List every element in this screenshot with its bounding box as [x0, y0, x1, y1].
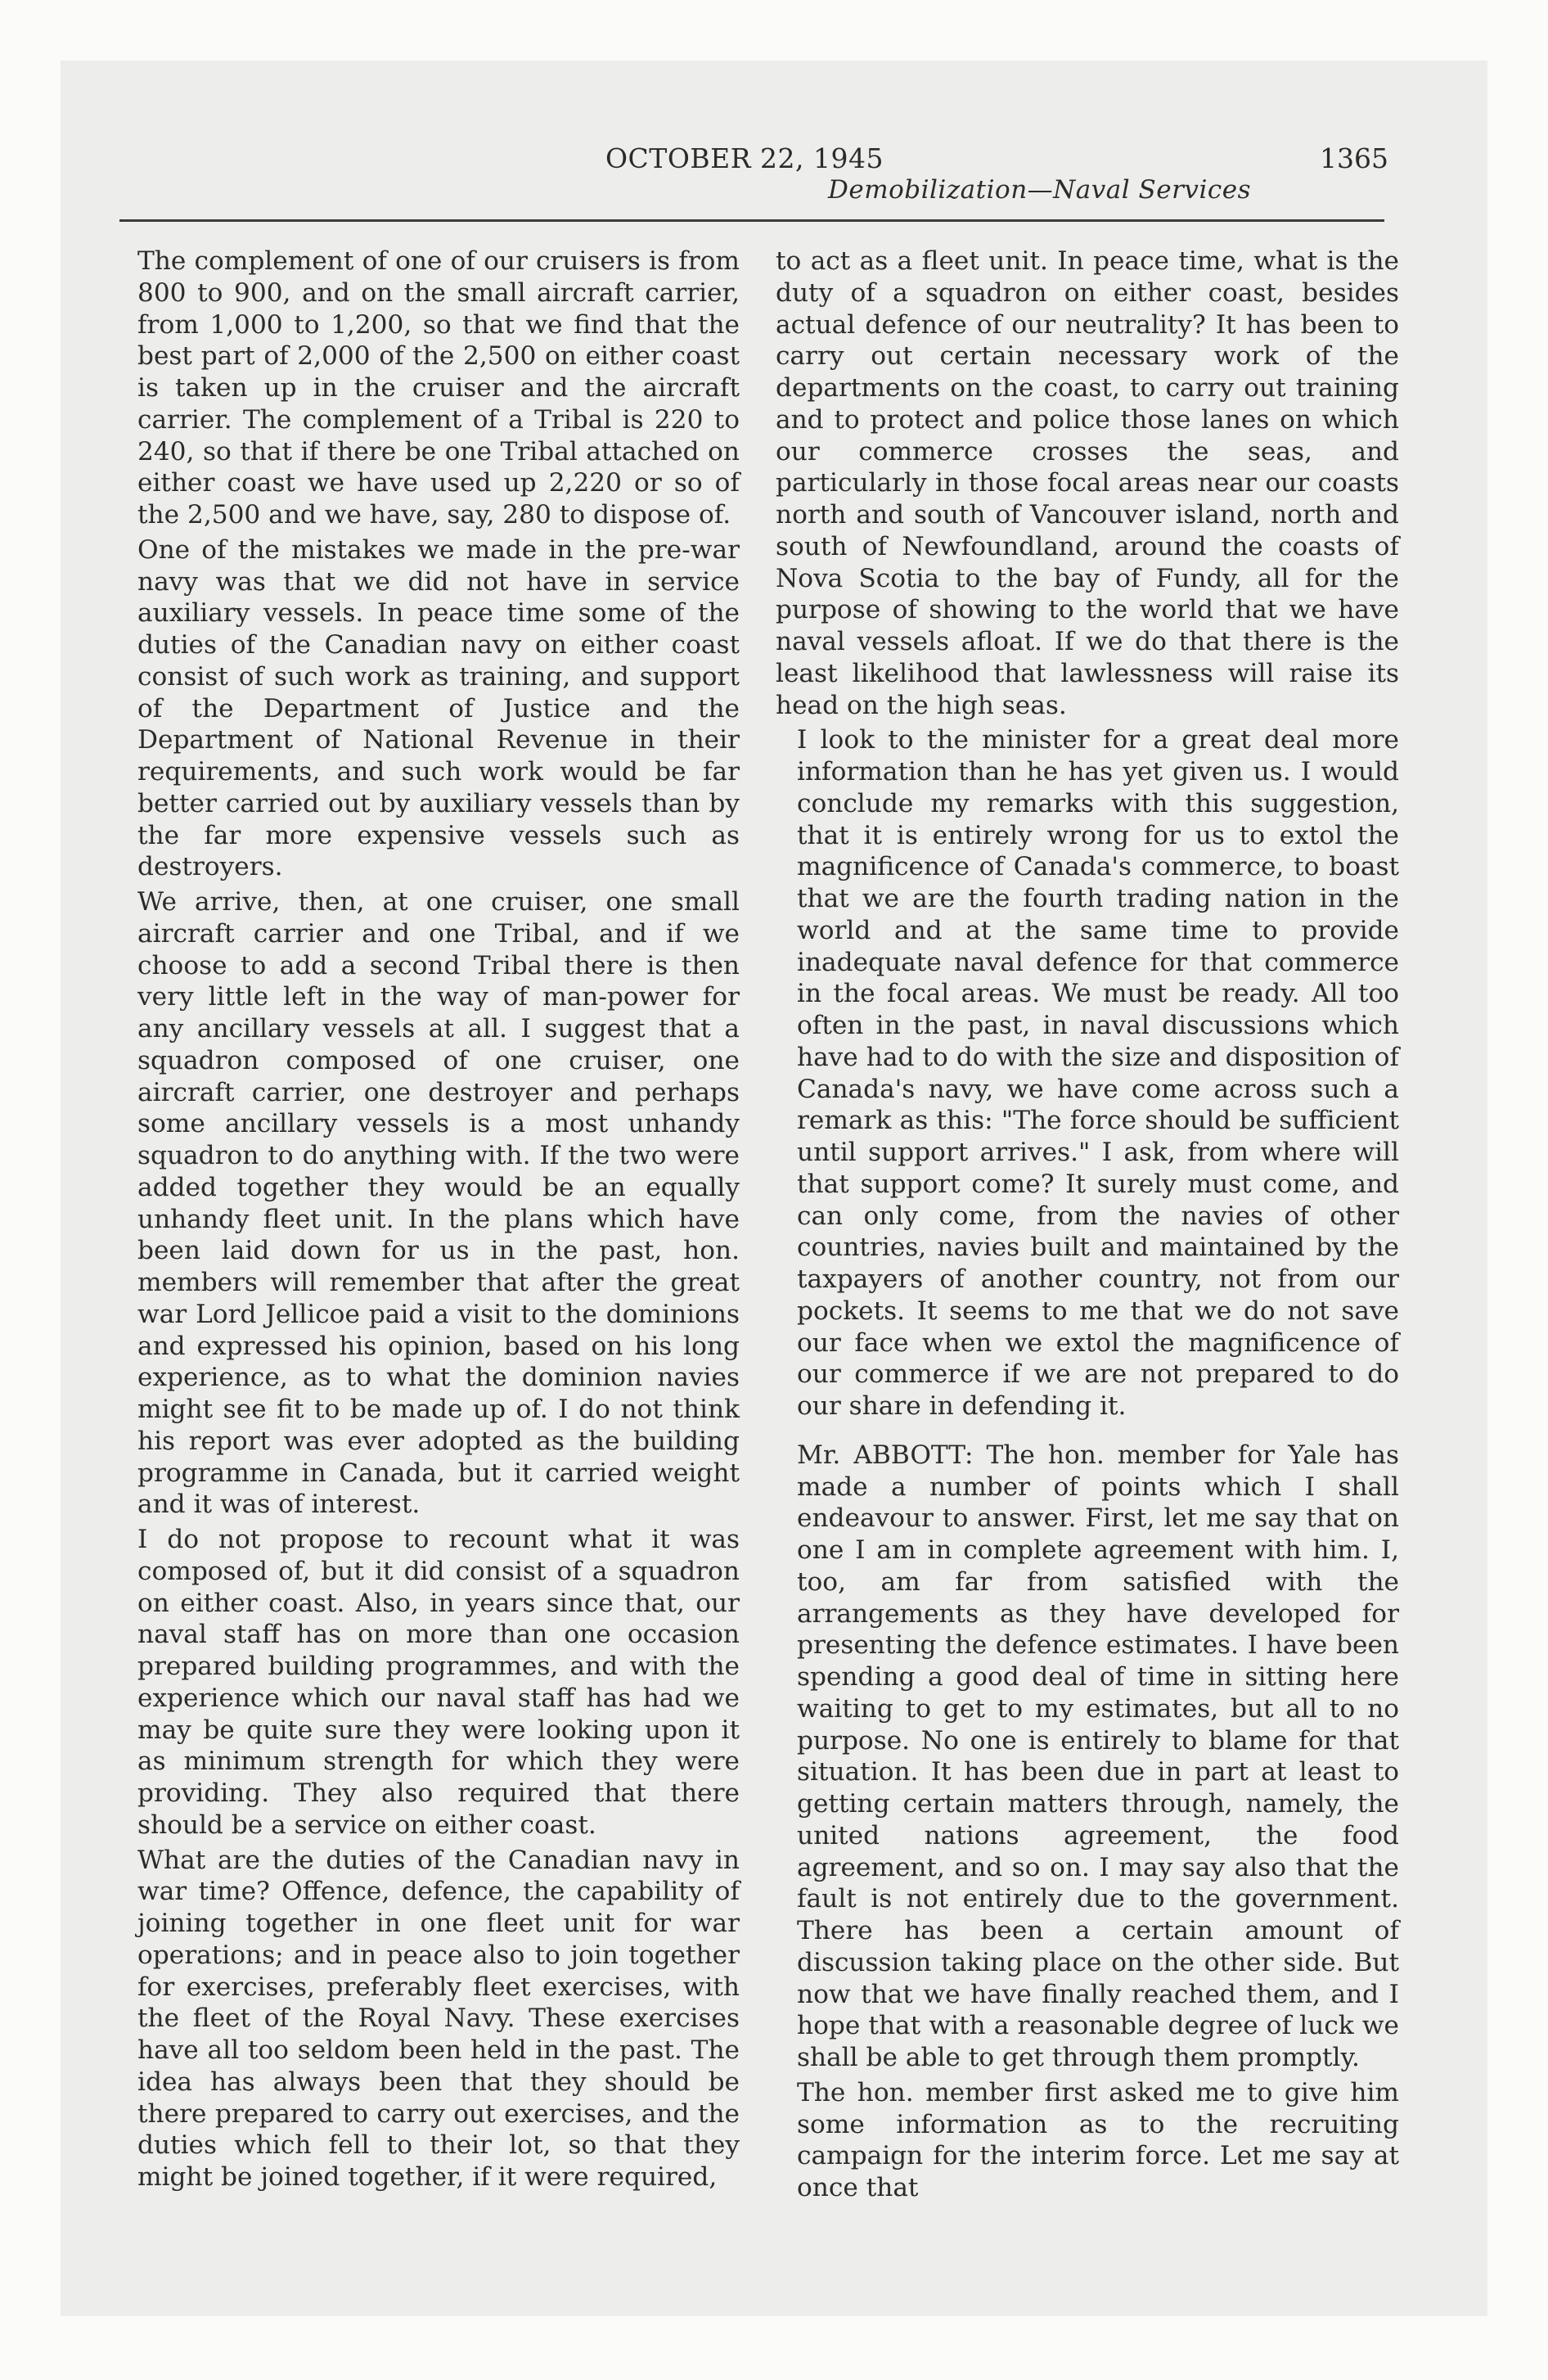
paragraph: I look to the minister for a great deal more information than he has yet given us. I would conclude my remarks with this suggestion, that it is entirely wrong for us to extol the magnificence of Canada's commerce, to boast that we are the fourth trading nation in the world and at the same time to provide inadequate naval defence for that commerce in the focal areas. We must be ready. All too often in the past, in naval discussions which have had to do with the size and disposition of Canada's navy, we have come across such a remark as this: "The force should be sufficient until support arrives." I ask, from where will that support come? It surely must come, and can only come, from the navies of other countries, navies built and maintained by the taxpayers of another country, not from our pockets. It seems to me that we do not save our face when we extol the magnificence of our commerce if we are not prepared to do our share in defending it. [797, 725, 1399, 1421]
paragraph: We arrive, then, at one cruiser, one small aircraft carrier and one Tribal, and if we choose to add a second Tribal there is then very little left in the way of man-power for any ancillary vessels at all. I suggest that a squadron composed of one cruiser, one aircraft carrier, one destroyer and perhaps some ancillary vessels is a most unhandy squadron to do anything with. If the two were added together they would be an equally unhandy fleet unit. In the plans which have been laid down for us in the past, hon. members will remember that after the great war Lord Jellicoe paid a visit to the dominions and expressed his opinion, based on his long experience, as to what the dominion navies might see fit to be made up of. I do not think his report was ever adopted as the building programme in Canada, but it carried weight and it was of interest. [137, 887, 740, 1520]
paragraph: The complement of one of our cruisers is from 800 to 900, and on the small aircraft carrier, from 1,000 to 1,200, so that we find that the best part of 2,000 of the 2,500 on either coast is taken up in the cruiser and the aircraft carrier. The complement of a Tribal is 220 to 240, so that if there be one Tribal attached on either coast we have used up 2,220 or so of the 2,500 and we have, say, 280 to dispose of. [137, 246, 740, 530]
paragraph: The hon. member first asked me to give him some information as to the recruiting campaign for the interim force. Let me say at once that [797, 2077, 1399, 2202]
paragraph: What are the duties of the Canadian navy in war time? Offence, defence, the capability of joining together in one fleet unit for war operations; and in peace also to join together for exercises, preferably fleet exercises, with the fleet of the Royal Navy. These exercises have all too seldom been held in the past. The idea has always been that they should be there prepared to carry out exercises, and the duties which fell to their lot, so that they might be joined together, if it were required, [137, 1845, 740, 2192]
speech-abbott: Mr. ABBOTT: The hon. member for Yale has made a number of points which I shall endeavour to answer. First, let me say that on one I am in complete agreement with him. I, too, am far from satisfied with the arrangements as they have developed for presenting the defence estimates. I have been spending a good deal of time in sitting here waiting to get to my estimates, but all to no purpose. No one is entirely to blame for that situation. It has been due in part at least to getting certain matters through, namely, the united nations agreement, the food agreement, and so on. I may say also that the fault is not entirely due to the government. There has been a certain amount of discussion taking place on the other side. But now that we have finally reached them, and I hope that with a reasonable degree of luck we shall be able to get through them promptly. [797, 1440, 1399, 2072]
left-column [116, 246, 740, 2193]
page-number: 1365 [1320, 142, 1388, 174]
header-subtitle: Demobilization—Naval Services [828, 175, 1251, 205]
paragraph: I do not propose to recount what it was composed of, but it did consist of a squadron on either coast. Also, in years since that, our naval staff has on more than one occasion prepared building programmes, and with the experience which our naval staff has had we may be quite sure they were looking upon it as minimum strength for which they were providing. They also required that there should be a service on either coast. [137, 1525, 740, 1840]
paragraph: One of the mistakes we made in the pre-war navy was that we did not have in service auxiliary vessels. In peace time some of the duties of the Canadian navy on either coast consist of such work as training, and support of the Department of Justice and the Department of National Revenue in their requirements, and such work would be far better carried out by auxiliary vessels than by the far more expensive vessels such as destroyers. [137, 534, 740, 882]
right-column [776, 246, 1399, 2204]
paragraph: to act as a fleet unit. In peace time, what is the duty of a squadron on either coast, besides actual defence of our neutrality? It has been to carry out certain necessary work of the departments on the coast, to carry out training and to protect and police those lanes on which our commerce crosses the seas, and particularly in those focal areas near our coasts north and south of Vancouver island, north and south of Newfoundland, around the coasts of Nova Scotia to the bay of Fundy, all for the purpose of showing to the world that we have naval vessels afloat. If we do that there is the least likelihood that lawlessness will raise its head on the high seas. [776, 246, 1399, 720]
header-date: OCTOBER 22, 1945 [605, 142, 884, 174]
header-rule [119, 219, 1384, 222]
